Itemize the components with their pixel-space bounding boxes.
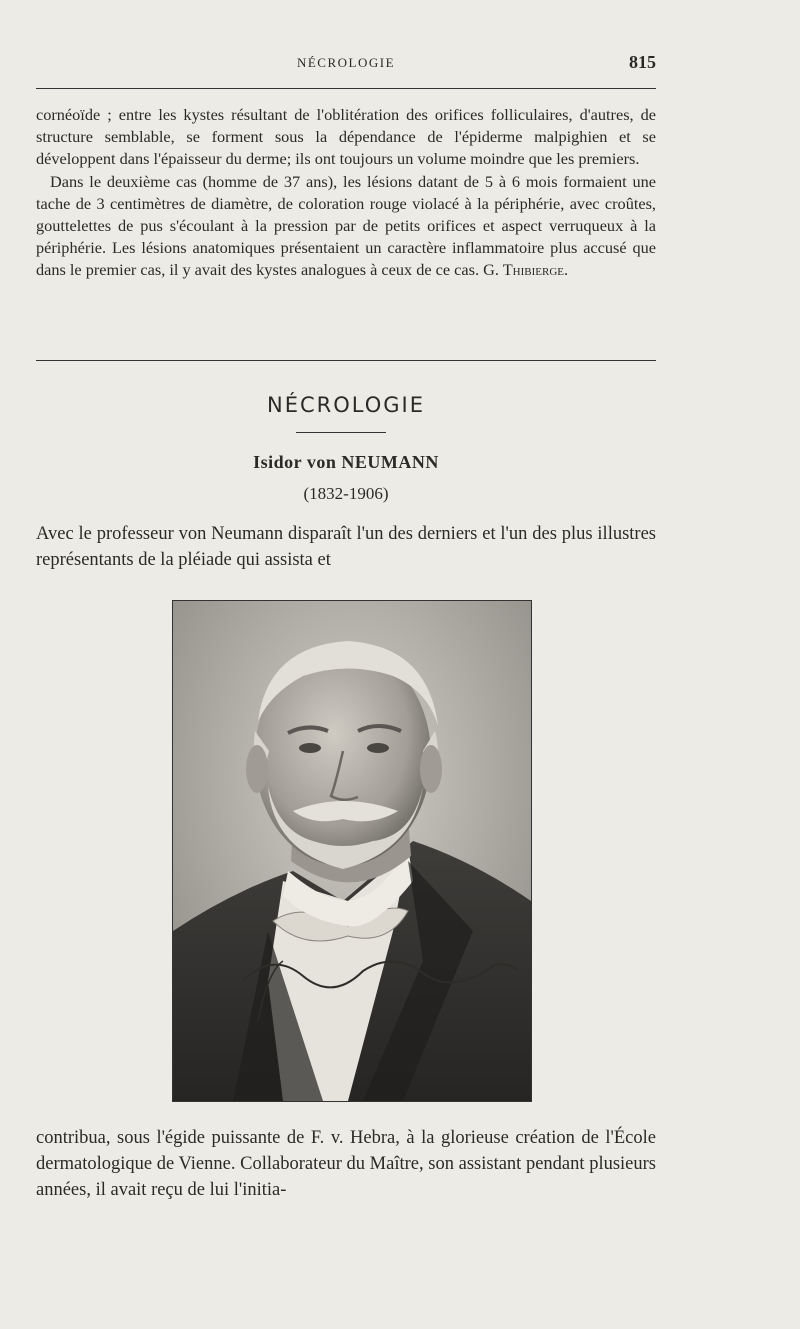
portrait-image: [173, 601, 531, 1101]
section-title: NÉCROLOGIE: [267, 393, 425, 417]
running-head: [36, 52, 656, 74]
previous-article-paragraph-1: cornéoïde ; entre les kystes résultant de l'oblitération des orifices folliculaires, d'autres, de structure semblable, se forment sous la dépendance de l'épiderme malpighien et se développent dans l'épaisseur du derme; ils ont toujours un volume moindre que les premiers.: [36, 105, 656, 169]
obituary-continuation: contribua, sous l'égide puissante de F. v. Hebra, à la glorieuse création de l'École dermatologique de Vienne. Collaborateur du Maître, son assistant pendant plusieurs années, il avait reçu de lui l'initia-: [36, 1128, 656, 1200]
author-signature: G. Thibierge.: [483, 260, 569, 280]
obituary-name: [36, 452, 656, 473]
obituary-first-name: Isidor von: [253, 452, 337, 472]
obituary-dates: (1832-1906): [303, 484, 389, 503]
title-underline: [296, 432, 386, 433]
previous-article-text: [36, 104, 656, 282]
running-head-title: NÉCROLOGIE: [296, 55, 396, 70]
obituary-last-name: NEUMANN: [341, 452, 439, 472]
paragraph-2-text: Dans le deuxième cas (homme de 37 ans), les lésions datant de 5 à 6 mois formaient une tache de 3 centimètres de diamètre, de coloration rouge violacé à la périphérie, avec croûtes, gouttelettes de pus s'écoulant à la pression par de petits orifices et aspect verruqueux à la périphérie. Les lésions anatomiques présentaient un caractère inflammatoire plus accusé que dans le premier cas, il y avait des kystes analogues à ceux de ce cas.: [36, 171, 656, 280]
obituary-intro: Avec le professeur von Neumann disparaît l'un des derniers et l'un des plus illustres représentants de la pléiade qui assista et: [36, 524, 656, 570]
section-divider: [36, 360, 656, 361]
previous-article-paragraph-2: [36, 171, 656, 282]
page-number: 815: [629, 52, 656, 72]
portrait-photo: [172, 600, 532, 1102]
header-rule: [36, 88, 656, 89]
